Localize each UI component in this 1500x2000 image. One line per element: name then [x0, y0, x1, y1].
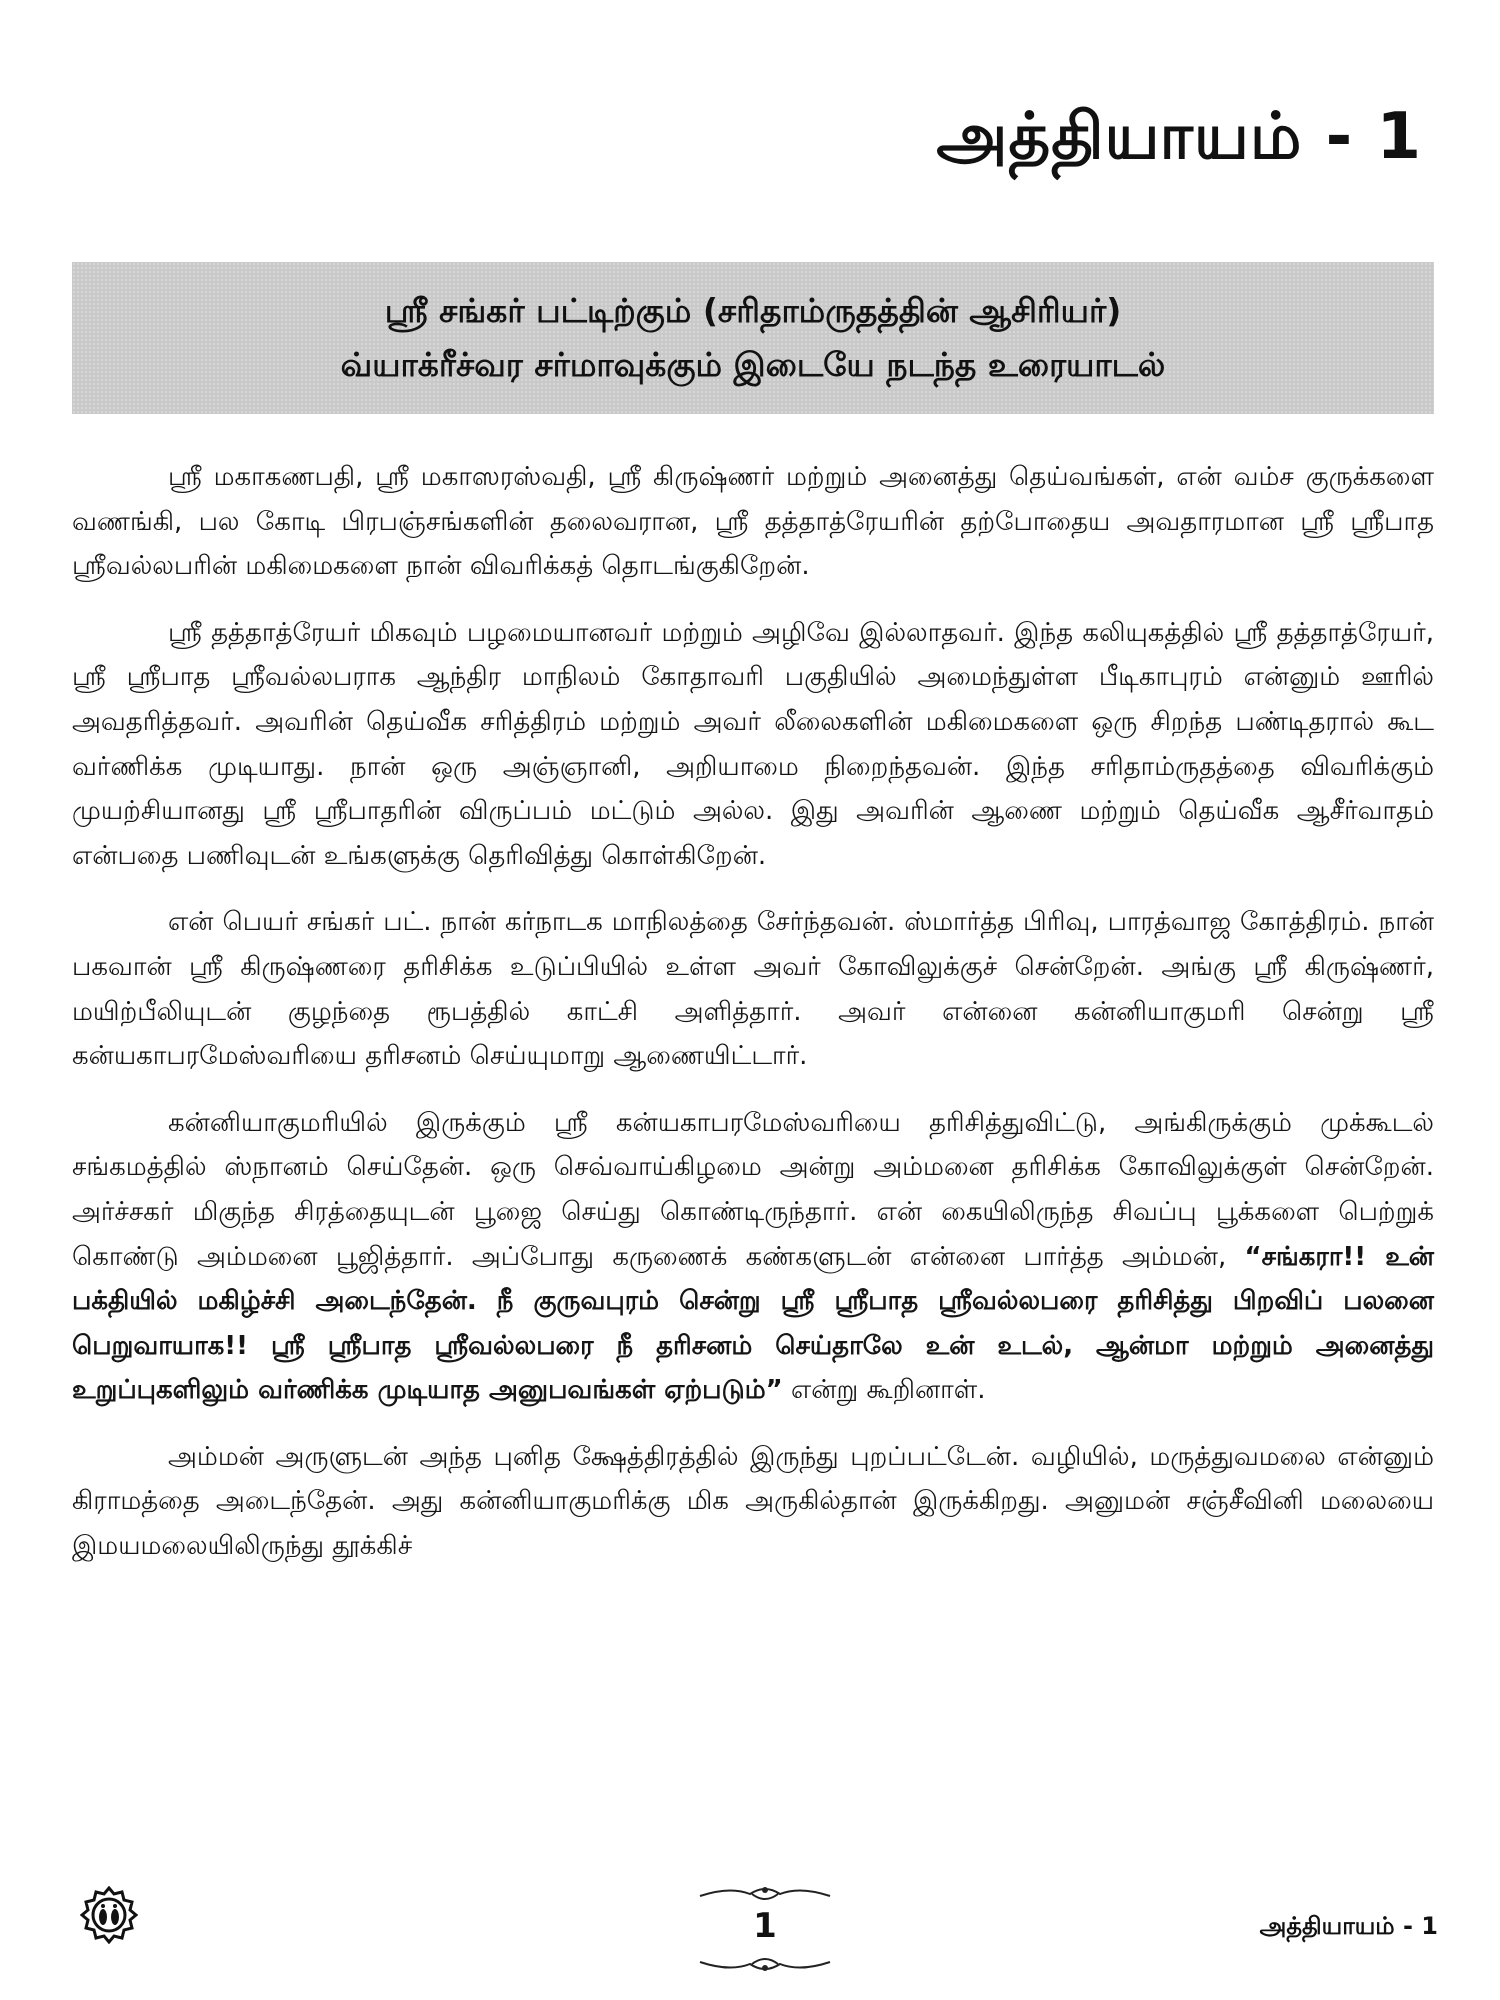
paragraph-quote-bold: “சங்கரா!! உன் பக்தியில் மகிழ்ச்சி அடைந்தேன். நீ குருவபுரம் சென்று ஸ்ரீ ஸ்ரீபாத ஸ்ரீவல்லபரை தரிசித்து பிறவிப் பலனை பெறுவாயாக!! ஸ்ரீ ஸ்ரீபாத ஸ்ரீவல்லபரை நீ தரிசனம் செய்தாலே உன் உடல், ஆன்மா மற்றும் அனைத்து உறுப்புகளிலும் வர்ணிக்க முடியாத அனுபவங்கள் ஏற்படும்” — [72, 1241, 1434, 1406]
paragraph-1 — [72, 455, 1434, 589]
paragraph-text: ஸ்ரீ மகாகணபதி, ஸ்ரீ மகாஸரஸ்வதி, ஸ்ரீ கிருஷ்ணர் மற்றும் அனைத்து தெய்வங்கள், என் வம்ச குருக்களை வணங்கி, பல கோடி பிரபஞ்சங்களின் தலைவரான, ஸ்ரீ தத்தாத்ரேயரின் தற்போதைய அவதாரமான ஸ்ரீ ஸ்ரீபாத ஸ்ரீவல்லபரின் மகிமைகளை நான் விவரிக்கத் தொடங்குகிறேன். — [72, 462, 1434, 582]
paragraph-3 — [72, 900, 1434, 1078]
body-text — [72, 455, 1434, 1591]
paragraph-text-after: என்று கூறினாள். — [782, 1375, 986, 1406]
footprints-logo-icon — [80, 1886, 138, 1944]
section-heading-box — [72, 262, 1434, 414]
paragraph-4 — [72, 1101, 1434, 1413]
paragraph-5 — [72, 1435, 1434, 1569]
section-heading-line-2: வ்யாக்ரீச்வர சர்மாவுக்கும் இடையே நடந்த உரையாடல் — [340, 345, 1166, 384]
section-heading-line-1: ஸ்ரீ சங்கர் பட்டிற்கும் (சரிதாம்ருதத்தின் ஆசிரியர்) — [384, 291, 1122, 330]
footer-chapter-label: அத்தியாயம் - 1 — [1259, 1912, 1438, 1940]
paragraph-2 — [72, 611, 1434, 879]
paragraph-text: அம்மன் அருளுடன் அந்த புனித க்ஷேத்திரத்தில் இருந்து புறப்பட்டேன். வழியில், மருத்துவமலை என்னும் கிராமத்தை அடைந்தேன். அது கன்னியாகுமரிக்கு மிக அருகில்தான் இருக்கிறது. அனுமன் சஞ்சீவினி மலையை இமயமலையிலிருந்து தூக்கிச் — [72, 1441, 1434, 1562]
paragraph-text: கன்னியாகுமரியில் இருக்கும் ஸ்ரீ கன்யகாபரமேஸ்வரியை தரிசித்துவிட்டு, அங்கிருக்கும் முக்கூடல் சங்கமத்தில் ஸ்நானம் செய்தேன். ஒரு செவ்வாய்கிழமை அன்று அம்மனை தரிசிக்க கோவிலுக்குள் சென்றேன். அர்ச்சகர் மிகுந்த சிரத்தையுடன் பூஜை செய்து கொண்டிருந்தார். என் கையிலிருந்த சிவப்பு பூக்களை பெற்றுக் கொண்டு அம்மனை பூஜித்தார். அப்போது கருணைக் கண்களுடன் என்னை பார்த்த அம்மன், — [72, 1107, 1434, 1272]
paragraph-text: என் பெயர் சங்கர் பட். நான் கர்நாடக மாநிலத்தை சேர்ந்தவன். ஸ்மார்த்த பிரிவு, பாரத்வாஜ கோத்திரம். நான் பகவான் ஸ்ரீ கிருஷ்ணரை தரிசிக்க உடுப்பியில் உள்ள அவர் கோவிலுக்குச் சென்றேன். அங்கு ஸ்ரீ கிருஷ்ணர், மயிற்பீலியுடன் குழந்தை ரூபத்தில் காட்சி அளித்தார். அவர் என்னை கன்னியாகுமரி சென்று ஸ்ரீ கன்யகாபரமேஸ்வரியை தரிசனம் செய்யுமாறு ஆணையிட்டார். — [72, 907, 1434, 1072]
paragraph-text: ஸ்ரீ தத்தாத்ரேயர் மிகவும் பழமையானவர் மற்றும் அழிவே இல்லாதவர். இந்த கலியுகத்தில் ஸ்ரீ தத்தாத்ரேயர், ஸ்ரீ ஸ்ரீபாத ஸ்ரீவல்லபராக ஆந்திர மாநிலம் கோதாவரி பகுதியில் அமைந்துள்ள பீடிகாபுரம் என்னும் ஊரில் அவதரித்தவர். அவரின் தெய்வீக சரித்திரம் மற்றும் அவர் லீலைகளின் மகிமைகளை ஒரு சிறந்த பண்டிதரால் கூட வர்ணிக்க முடியாது. நான் ஒரு அஞ்ஞானி, அறியாமை நிறைந்தவன். இந்த சரிதாம்ருதத்தை விவரிக்கும் முயற்சியானது ஸ்ரீ ஸ்ரீபாதரின் விருப்பம் மட்டும் அல்ல. இது அவரின் ஆணை மற்றும் தெய்வீக ஆசீர்வாதம் என்பதை பணிவுடன் உங்களுக்கு தெரிவித்து கொள்கிறேன். — [72, 617, 1434, 871]
page-number: 1 — [753, 1906, 777, 1946]
chapter-title: அத்தியாயம் - 1 — [936, 100, 1422, 174]
